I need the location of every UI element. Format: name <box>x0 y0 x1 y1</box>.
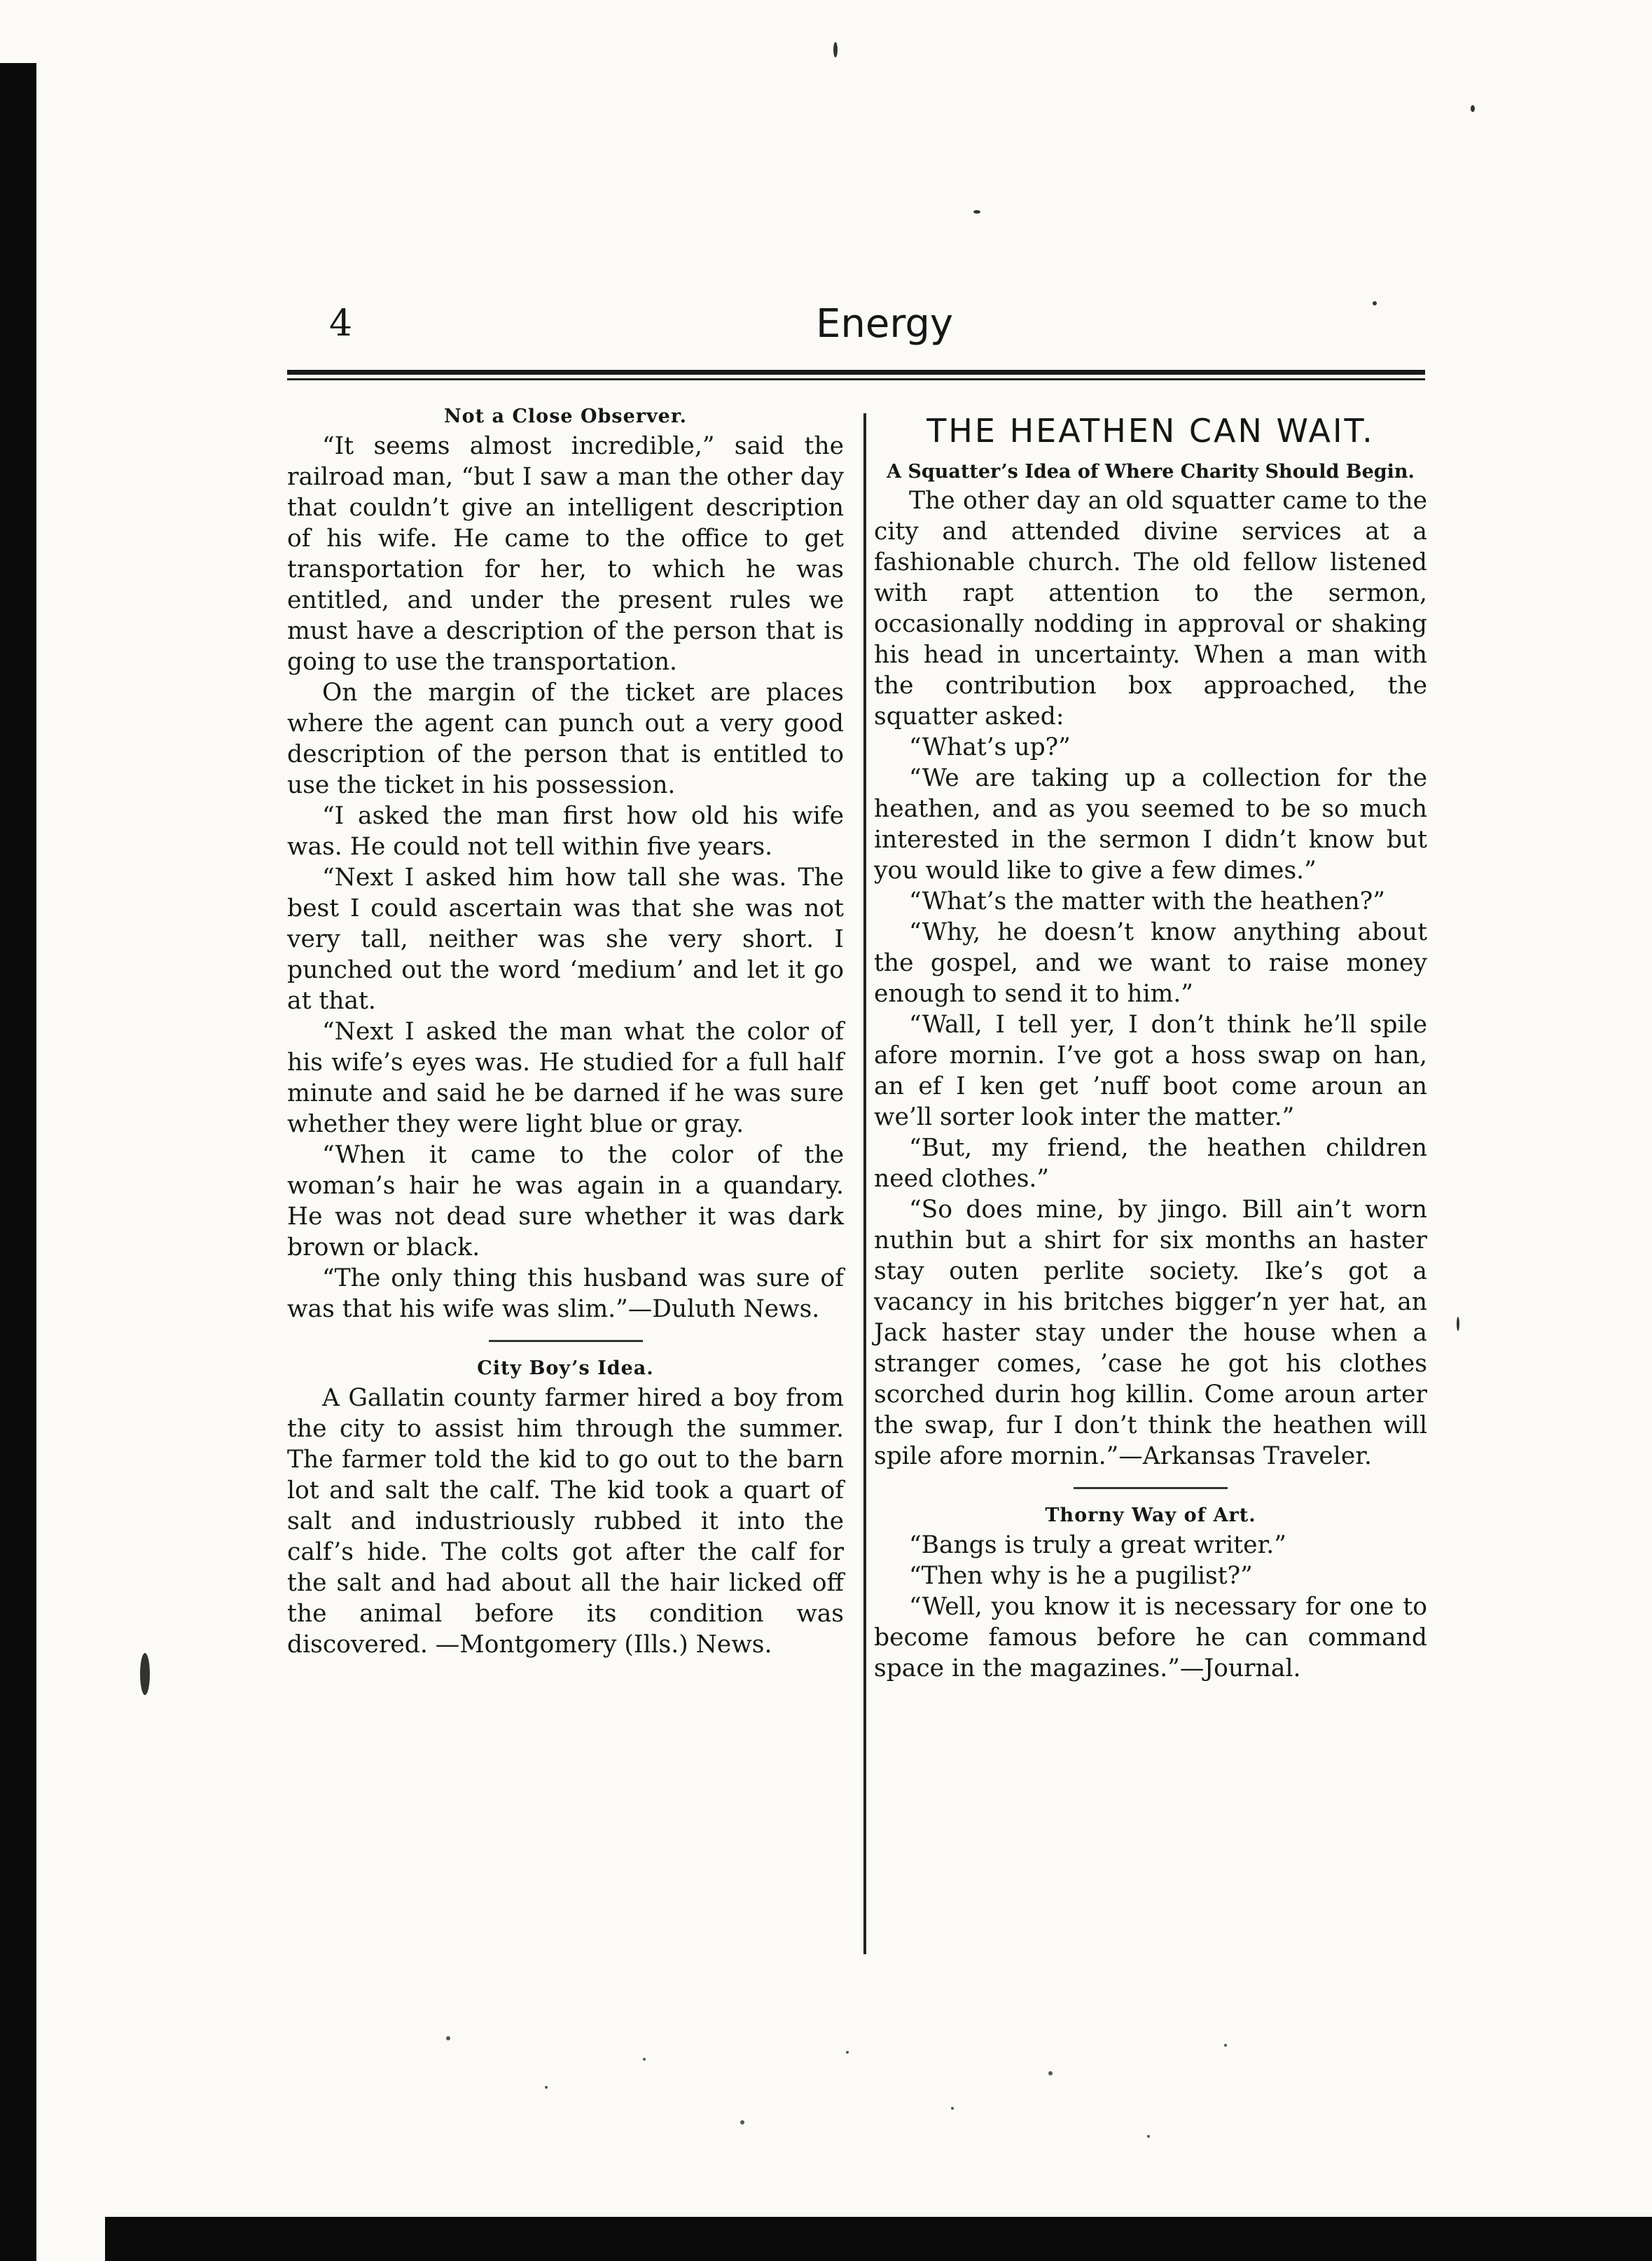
paragraph: A Gallatin county farmer hired a boy from the city to assist him through the summer. The farmer told the kid to go out to the barn lot and salt the calf. The kid took a quart of salt and industriously rubbed it into the calf’s hide. The colts got after the calf for the salt and had about all the hair licked off the animal before its condition was discovered. —Montgomery (Ills.) News. <box>287 1384 844 1659</box>
scan-speck <box>1471 105 1475 112</box>
column-divider <box>863 413 866 1954</box>
article-title: THE HEATHEN CAN WAIT. <box>926 412 1375 450</box>
paragraph: “Next I asked the man what the color of his wife’s eyes was. He studied for a full half minute and said he be darned if he was sure whether they were light blue or gray. <box>287 1018 844 1138</box>
section-rule <box>489 1340 643 1342</box>
paragraph: “Next I asked him how tall she was. The best I could ascertain was that she was not very tall, neither was she very short. I punched out the word ‘medium’ and let it go at that. <box>287 864 844 1015</box>
article-title: Not a Close Observer. <box>443 406 687 427</box>
paragraph: “We are taking up a collection for the heathen, and as you seemed to be so much interested in the sermon I didn’t know but you would like to give a few dimes.” <box>874 764 1427 885</box>
paragraph: The other day an old squatter came to the city and attended divine services at a fashionable church. The old fellow listened with rapt attention to the sermon, occasionally nodding in approval or shaking his head in uncertainty. When a man with the contribution box approached, the squatter asked: <box>874 487 1427 731</box>
paragraph: “But, my friend, the heathen children need clothes.” <box>874 1134 1427 1193</box>
article-title: City Boy’s Idea. <box>477 1357 654 1379</box>
paragraph: “When it came to the color of the woman’s hair he was again in a quandary. He was not dead sure whether it was dark brown or black. <box>287 1141 844 1261</box>
paragraph: “Wall, I tell yer, I don’t think he’ll spile afore mornin. I’ve got a hoss swap on han, an ef I ken get ’nuff boot come aroun an we’ll sorter look inter the matter.” <box>874 1011 1427 1131</box>
paragraph: On the margin of the ticket are places where the agent can punch out a very good description of the person that is entitled to use the ticket in his possession. <box>287 679 844 799</box>
left-column <box>287 403 844 1660</box>
header-rule-thin <box>287 378 1425 380</box>
scan-noise <box>420 2010 1261 2192</box>
paragraph: “What’s up?” <box>909 733 1071 761</box>
paragraph: “It seems almost incredible,” said the railroad man, “but I saw a man the other day that couldn’t give an intelligent description of his wife. He came to the office to get transportation for her, to which he was entitled, and under the present rules we must have a description of the person that is going to use the transportation. <box>287 432 844 676</box>
scan-edge-left <box>0 63 36 2261</box>
header-rule <box>287 370 1425 375</box>
page-number: 4 <box>329 303 353 345</box>
scan-speck <box>1457 1317 1459 1331</box>
paragraph: “Well, you know it is necessary for one to become famous before he can command space in the magazines.”—Journal. <box>874 1593 1427 1682</box>
scan-speck <box>140 1653 150 1695</box>
article-subtitle: A Squatter’s Idea of Where Charity Should Begin. <box>887 461 1415 483</box>
masthead: Energy <box>816 301 954 347</box>
article-title: Thorny Way of Art. <box>1045 1505 1256 1526</box>
scan-speck <box>1373 301 1377 305</box>
scan-speck <box>833 42 838 57</box>
paragraph: “I asked the man first how old his wife was. He could not tell within five years. <box>287 802 844 861</box>
paragraph: “Then why is he a pugilist?” <box>909 1562 1253 1590</box>
right-column <box>874 410 1427 1684</box>
paragraph: “The only thing this husband was sure of was that his wife was slim.”—Duluth News. <box>287 1264 844 1323</box>
paragraph: “So does mine, by jingo. Bill ain’t worn nuthin but a shirt for six months an haster stay outen perlite society. Ike’s got a vacancy in his britches bigger’n yer hat, an Jack haster stay under the house when a stranger comes, ’case he got his clothes scorched durin hog killin. Come aroun arter the swap, fur I don’t think the heathen will spile afore mornin.”—Arkansas Traveler. <box>874 1196 1427 1470</box>
paragraph: “What’s the matter with the heathen?” <box>909 887 1385 915</box>
paragraph: “Why, he doesn’t know anything about the gospel, and we want to raise money enough to send it to him.” <box>874 918 1427 1008</box>
scan-edge-bottom <box>105 2217 1652 2261</box>
paragraph: “Bangs is truly a great writer.” <box>909 1531 1286 1559</box>
section-rule <box>1074 1487 1228 1489</box>
scan-speck <box>973 210 980 214</box>
